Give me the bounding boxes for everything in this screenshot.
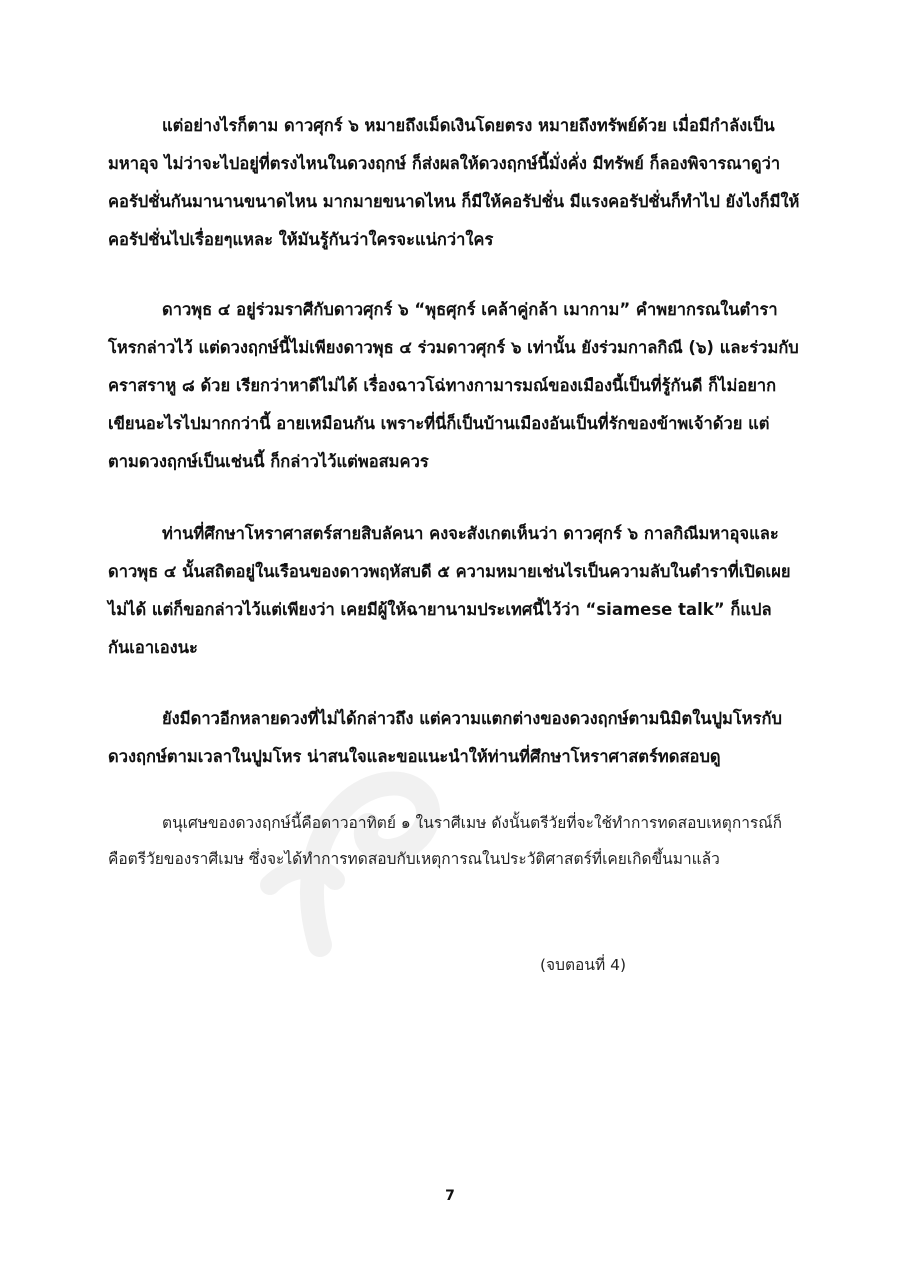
paragraph-astrology-students: ท่านที่ศึกษาโหราศาสตร์สายสิบลัคนา คงจะสังเกตเห็นว่า ดาวศุกร์ ๖ กาลกิณีมหาอุจและดาวพุธ ๔ นั้นสถิตอยู่ในเรือนของดาวพฤหัสบดี ๕ ความหมายเช่นไรเป็นความลับในตำราที่เปิดเผยไม่ได้ แต่ก็ขอกล่าวไว้แต่เพียงว่า เคยมีผู้ให้ฉายานามประเทศนี้ไว้ว่า “siamese talk” ก็แปลกันเอาเองนะ: [108, 524, 791, 657]
paragraph-other-planets: ยังมีดาวอีกหลายดวงที่ไม่ได้กล่าวถึง แต่ความแตกต่างของดวงฤกษ์ตามนิมิตในปูมโหรกับดวงฤกษ์ตามเวลาในปูมโหร น่าสนใจและขอแนะนำให้ท่านที่ศึกษาโหราศาสตร์ทดสอบดู: [108, 709, 782, 766]
page-number: 7: [445, 1188, 455, 1204]
paragraph-mercury-venus: ดาวพุธ ๔ อยู่ร่วมราศีกับดาวศุกร์ ๖ “พุธศุกร์ เคล้าคู่กล้า เมากาม” คำพยากรณในตำราโหรกล่าวไว้ แต่ดวงฤกษ์นี้ไม่เพียงดาวพุธ ๔ ร่วมดาวศุกร์ ๖ เท่านั้น ยังร่วมกาลกิณี (๖) และร่วมกับคราสราหู ๘ ด้วย เรียกว่าหาดีไม่ได้ เรื่องฉาวโฉ่ทางกามารมณ์ของเมืองนี้เป็นที่รู้กันดี ก็ไม่อยากเขียนอะไรไปมากกว่านี้ อายเหมือนกัน เพราะที่นี่ก็เป็นบ้านเมืองอันเป็นที่รักของข้าพเจ้าด้วย แต่ตามดวงฤกษ์เป็นเช่นนี้ ก็กล่าวไว้แต่พอสมควร: [108, 300, 799, 471]
end-of-chapter-note: (จบตอนที่ 4): [540, 956, 626, 974]
paragraph-venus-wealth: แต่อย่างไรก็ตาม ดาวศุกร์ ๖ หมายถึงเม็ดเงินโดยตรง หมายถึงทรัพย์ด้วย เมื่อมีกำลังเป็นมหาอุจ ไม่ว่าจะไปอยู่ที่ตรงไหนในดวงฤกษ์ ก็ส่งผลให้ดวงฤกษ์นี้มั่งคั่ง มีทรัพย์ ก็ลองพิจารณาดูว่าคอรัปชั่นกันมานานขนาดไหน มากมายขนาดไหน ก็มีให้คอรัปชั่น มีแรงคอรัปชั่นก็ทำไป ยังไงก็มีให้คอรัปชั่นไปเรื่อยๆแหละ ให้มันรู้กันว่าใครจะแน่กว่าใคร: [108, 116, 800, 249]
paragraph-sun-aries: ตนุเศษของดวงฤกษ์นี้คือดาวอาทิตย์ ๑ ในราศีเมษ ดังนั้นตรีวัยที่จะใช้ทำการทดสอบเหตุการณ์ก็คือตรีวัยของราศีเมษ ซึ่งจะได้ทำการทดสอบกับเหตุการณในประวัติศาสตร์ที่เคยเกิดขึ้นมาแล้ว: [108, 814, 783, 868]
